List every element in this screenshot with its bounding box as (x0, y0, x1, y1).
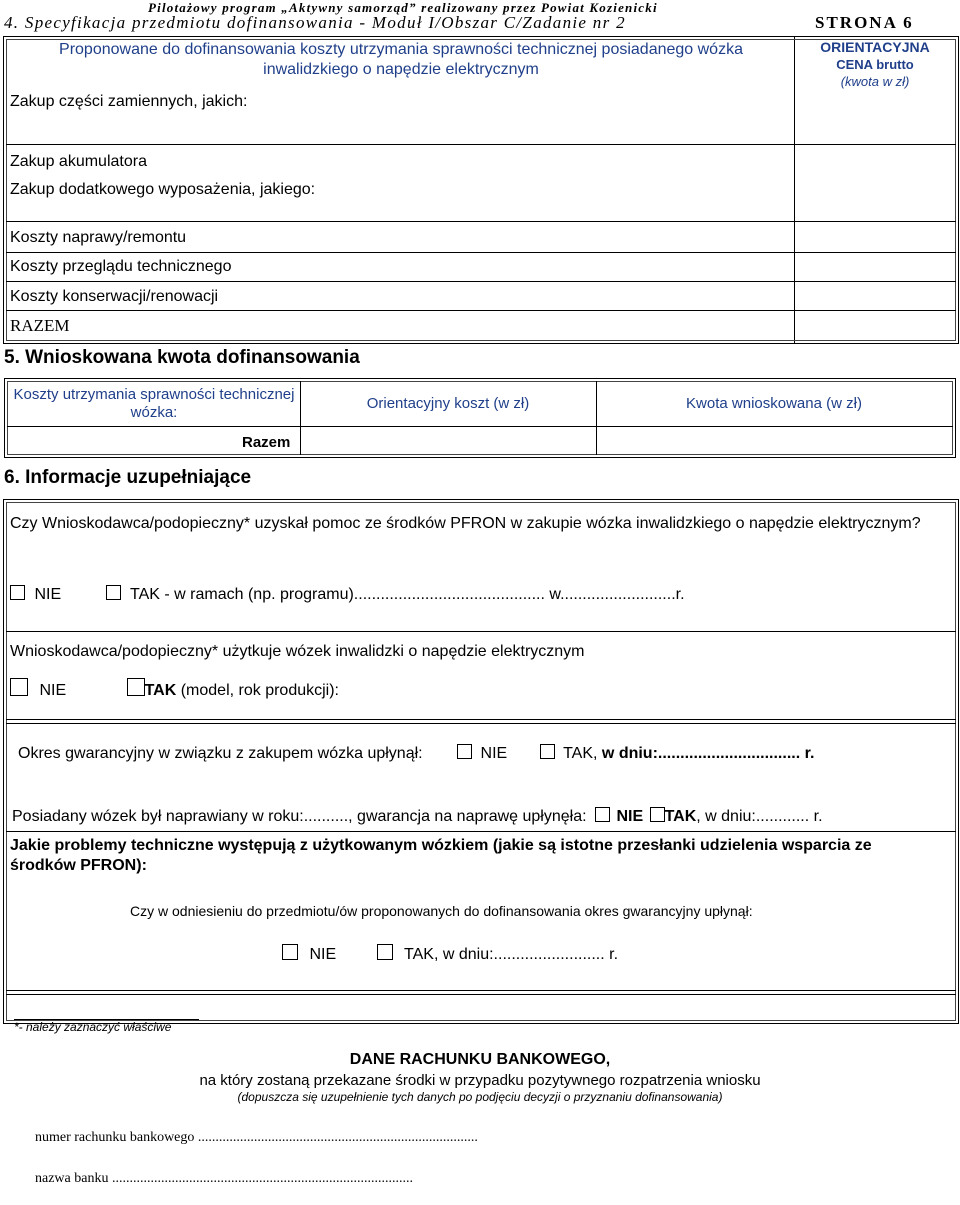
row-separator (6, 221, 956, 222)
q2-no-checkbox[interactable] (10, 678, 28, 696)
row-total: RAZEM (10, 316, 70, 335)
col-divider (300, 381, 301, 455)
price-header-line3: (kwota w zł) (840, 74, 910, 89)
q3-no-checkbox[interactable] (457, 744, 472, 759)
q2-no-label: NIE (39, 682, 67, 699)
row-separator (6, 310, 956, 311)
q6-yes-checkbox[interactable] (377, 944, 393, 960)
q4-yes-label: TAK (664, 808, 697, 825)
q1-options (10, 585, 685, 604)
program-line: Pilotażowy program „Aktywny samorząd” realizowany przez Powiat Kozienicki (148, 0, 658, 15)
col-divider (596, 381, 597, 455)
account-number-field[interactable]: numer rachunku bankowego ................................................................................ (35, 1130, 478, 1145)
q1-yes-label: TAK - w ramach (np. programu)........................................... w..........................r. (130, 586, 685, 603)
cost-table-title: Proponowane do dofinansowania koszty utrzymania sprawności technicznej posiadanego wózka inwalidzkiego o napędzie elektrycznym (59, 41, 743, 78)
row-separator (6, 723, 956, 724)
row-battery: Zakup akumulatora (10, 153, 147, 170)
q2-text: Wnioskodawca/podopieczny* użytkuje wózek inwalidzki o napędzie elektrycznym (10, 643, 585, 660)
col-header-requested: Kwota wnioskowana (w zł) (686, 395, 862, 412)
row-separator (6, 252, 956, 253)
price-header-line2: CENA brutto (836, 57, 914, 72)
q4-text: Posiadany wózek był naprawiany w roku:.........., gwarancja na naprawę upłynęła: (12, 808, 587, 825)
q6-yes-label: TAK, w dniu:......................... r. (404, 946, 619, 963)
q2-yes-checkbox[interactable] (127, 678, 145, 696)
q3-date-dots: ................................ r. (657, 745, 815, 762)
row-separator (6, 831, 956, 832)
row-separator (6, 719, 956, 720)
row-maintenance: Koszty konserwacji/renowacji (10, 288, 219, 305)
row-separator (6, 631, 956, 632)
row-equipment: Zakup dodatkowego wyposażenia, jakiego: (10, 181, 316, 198)
row-separator (7, 426, 953, 427)
row-separator (6, 144, 956, 145)
row-inspection: Koszty przeglądu technicznego (10, 258, 232, 275)
q4-no-checkbox[interactable] (595, 807, 610, 822)
q6-options (282, 944, 618, 964)
q6-no-label: NIE (309, 946, 337, 963)
q1-no-checkbox[interactable] (10, 585, 25, 600)
col-header-estimated: Orientacyjny koszt (w zł) (366, 395, 530, 412)
q3-no-label: NIE (480, 745, 508, 762)
q2-yes-label: TAK (144, 682, 177, 699)
q1-no-label: NIE (34, 586, 62, 603)
total-label: Razem (242, 434, 291, 451)
q5-text: Jakie problemy techniczne występują z użytkowanym wózkiem (jakie są istotne przesłanki udzielenia wsparcia ze środków PFRON): (10, 837, 872, 874)
q2-options (10, 678, 339, 700)
q4-no-label: NIE (616, 808, 644, 825)
price-header-line1: ORIENTACYJNA (820, 39, 930, 55)
bank-subtitle: na który zostaną przekazane środki w przypadku pozytywnego rozpatrzenia wniosku (199, 1072, 761, 1089)
row-separator (6, 990, 956, 991)
bank-title: DANE RACHUNKU BANKOWEGO, (349, 1051, 611, 1068)
col-header-costs: Koszty utrzymania sprawności technicznej wózka: (13, 386, 295, 421)
q4-yes-checkbox[interactable] (650, 807, 665, 822)
row-repair: Koszty naprawy/remontu (10, 229, 187, 246)
q3-yes-label: TAK, (563, 745, 602, 762)
q6-no-checkbox[interactable] (282, 944, 298, 960)
bank-name-field[interactable]: nazwa banku ...................................................................................... (35, 1171, 413, 1186)
q4-row (12, 807, 823, 826)
row-spare-parts: Zakup części zamiennych, jakich: (10, 93, 248, 110)
q2-yes-suffix: (model, rok produkcji): (176, 682, 339, 699)
q4-yes-suffix: , w dniu:............ r. (696, 808, 823, 825)
row-separator (6, 281, 956, 282)
q3-yes-checkbox[interactable] (540, 744, 555, 759)
q3-row (18, 744, 814, 763)
price-header (800, 39, 950, 90)
footnote: *- należy zaznaczyć właściwe (14, 1019, 199, 1034)
q1-yes-checkbox[interactable] (106, 585, 121, 600)
q1-text: Czy Wnioskodawca/podopieczny* uzyskał pomoc ze środków PFRON w zakupie wózka inwalidzkiego o napędzie elektrycznym? (10, 515, 921, 532)
spec-line: 4. Specyfikacja przedmiotu dofinansowania - Moduł I/Obszar C/Zadanie nr 2 (4, 13, 626, 32)
section5-heading: 5. Wnioskowana kwota dofinansowania (4, 347, 360, 368)
section6-heading: 6. Informacje uzupełniające (4, 467, 252, 488)
row-separator (6, 994, 956, 995)
page-label: STRONA 6 (815, 13, 914, 32)
q3-text: Okres gwarancyjny w związku z zakupem wózka upłynął: (18, 745, 423, 762)
q6-text: Czy w odniesieniu do przedmiotu/ów proponowanych do dofinansowania okres gwarancyjny upłynął: (130, 903, 753, 919)
q3-date-label: w dniu: (601, 745, 658, 762)
bank-note: (dopuszcza się uzupełnienie tych danych po podjęciu decyzji o przyznaniu dofinansowania) (237, 1090, 723, 1104)
